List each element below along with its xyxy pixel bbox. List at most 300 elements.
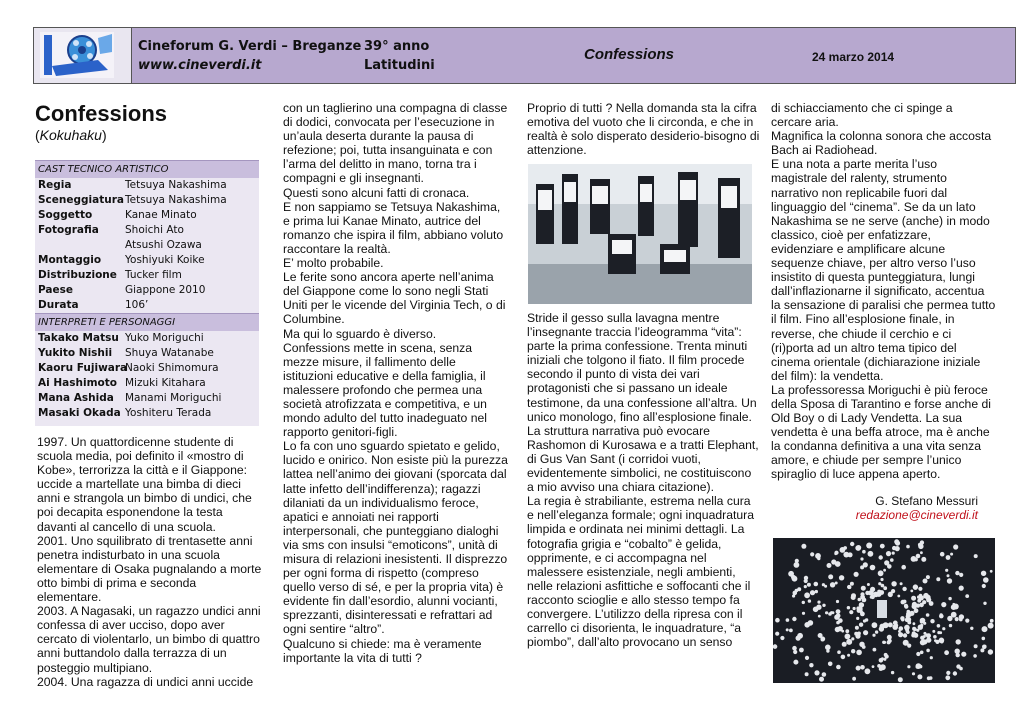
paragraph: E’ molto probabile. (283, 256, 384, 271)
crowd-figure (970, 627, 973, 630)
crowd-figure (860, 565, 864, 569)
crowd-figure (786, 628, 789, 631)
crowd-figure (862, 645, 866, 649)
crowd-figure (880, 624, 885, 629)
crowd-figure (914, 587, 917, 590)
crowd-figure (855, 545, 861, 551)
crowd-figure (873, 592, 877, 596)
crowd-figure (808, 620, 814, 626)
crowd-figure (910, 590, 913, 593)
paragraph: 1997. Un quattordicenne studente di scuola media, poi definito il «mostro di Kobe», terrorizza la città e il Giappone: uccide a martellate una bimba di dieci anni e strangola un bimbo di undici, che poi decapita esponendone la testa davanti al cancello di una scuola. (37, 435, 252, 534)
crowd-figure (825, 645, 831, 651)
tech-cast-heading: CAST TECNICO ARTISTICO (35, 160, 259, 178)
crowd-figure (990, 619, 994, 623)
crowd-figure (860, 557, 863, 560)
crowd-figure (814, 670, 819, 675)
crowd-figure (840, 547, 846, 553)
paragraph: Questi sono alcuni fatti di cronaca. (283, 185, 470, 200)
paragraph: Ma qui lo sguardo è diverso. (283, 326, 437, 341)
crowd-figure (875, 630, 878, 633)
actors-heading: INTERPRETI E PERSONAGGI (35, 313, 259, 331)
article-column-1 (37, 435, 262, 689)
crowd-figure (955, 649, 960, 654)
crowd-figure (827, 563, 832, 568)
tech-cast-row (35, 208, 259, 223)
crowd-figure (888, 592, 893, 597)
tech-cast-row (35, 223, 259, 238)
crowd-figure (814, 582, 819, 587)
crowd-figure (906, 545, 910, 549)
crowd-figure (900, 582, 903, 585)
crowd-figure (916, 665, 920, 669)
crowd-figure (825, 611, 828, 614)
crowd-figure (983, 645, 986, 648)
crowd-figure (870, 565, 876, 571)
crowd-figure (945, 569, 948, 572)
page-title: Confessions (35, 101, 168, 126)
classroom-still-photo (528, 164, 752, 304)
crowd-figure (775, 632, 779, 636)
crowd-figure (883, 569, 886, 572)
crowd-figure (817, 601, 820, 604)
crowd-figure (881, 657, 884, 660)
crowd-figure (898, 632, 903, 637)
cast-value: Tetsuya Nakashima (125, 179, 227, 191)
cast-role: Masaki Okada (38, 407, 121, 419)
crowd-figure (793, 650, 797, 654)
crowd-figure (891, 671, 894, 674)
crowd-figure (939, 631, 942, 634)
crowd-figure (805, 656, 809, 660)
crowd-figure (906, 615, 910, 619)
crowd-figure (918, 543, 922, 547)
cast-role: Sceneggiatura (38, 194, 124, 206)
crowd-figure (974, 644, 978, 648)
crowd-figure (961, 652, 966, 657)
crowd-figure (902, 587, 906, 591)
crowd-figure (786, 618, 790, 622)
paragraph: 2003. A Nagasaki, un ragazzo undici anni confessa di aver ucciso, dopo aver cercato di violentarlo, un bimbo di quattro anni buttandolo dalla terrazza di un posteggio multipiano. (37, 604, 261, 675)
cast-value: Tetsuya Nakashima (125, 194, 227, 206)
cast-role: Takako Matsu (38, 332, 119, 344)
crowd-figure (916, 652, 920, 656)
crowd-figure (920, 551, 923, 554)
crowd-figure (886, 551, 891, 556)
header-bar (33, 27, 1016, 84)
crowd-figure (923, 579, 928, 584)
crowd-figure (940, 552, 945, 557)
crowd-figure (891, 581, 896, 586)
cast-role: Distribuzione (38, 269, 117, 281)
paragraph: E non sappiamo se Tetsuya Nakashima, e prima lui Kanae Minato, autrice del romanzo che ispira il film, abbiano voluto raccontare la realtà. (283, 199, 504, 256)
crowd-figure (878, 570, 884, 576)
crowd-figure (854, 572, 859, 577)
crowd-figure (923, 632, 926, 635)
crowd-figure (988, 623, 994, 629)
crowd-figure (792, 646, 797, 651)
crowd-figure (789, 629, 793, 633)
crowd-figure (880, 544, 885, 549)
crowd-figure (868, 551, 874, 557)
crowd-figure (792, 617, 796, 621)
series-name: Latitudini (364, 58, 435, 73)
website: www.cineverdi.it (138, 58, 262, 73)
crowd-figure (851, 649, 855, 653)
crowd-figure (982, 637, 986, 641)
crowd-figure (815, 590, 818, 593)
crowd-figure (916, 554, 921, 559)
crowd-figure (917, 599, 921, 603)
crowd-figure (865, 618, 868, 621)
crowd-figure (808, 599, 811, 602)
crowd-figure (796, 636, 801, 641)
crowd-figure (911, 633, 915, 637)
cast-role: Durata (38, 299, 79, 311)
cast-value: Naoki Shimomura (125, 362, 219, 374)
cast-table (35, 160, 259, 426)
cast-value: Shoichi Ato (125, 224, 184, 236)
crowd-figure (973, 654, 977, 658)
crowd-figure (805, 672, 809, 676)
cast-role: Fotografia (38, 224, 99, 236)
cast-value: Shuya Watanabe (125, 347, 214, 359)
crowd-figure (828, 574, 833, 579)
crowd-figure (936, 577, 940, 581)
crowd-figure (839, 575, 844, 580)
crowd-figure (952, 603, 955, 606)
crowd-figure (855, 626, 859, 630)
crowd-figure (929, 601, 934, 606)
crowd-figure (882, 641, 885, 644)
cast-value: Giappone 2010 (125, 284, 206, 296)
crowd-figure (926, 613, 930, 617)
crowd-figure (926, 633, 931, 638)
cast-role: Paese (38, 284, 73, 296)
crowd-figure (850, 582, 854, 586)
crowd-figure (940, 613, 943, 616)
crowd-figure (804, 579, 808, 583)
crowd-figure (872, 622, 878, 628)
paragraph: E una nota a parte merita l’uso magistrale del ralenty, strumento narrativo non replicabile fuori dal linguaggio del “cinema”. Se da un lato Nakashima se ne serve (anche) in modo classico, cioè per enfatizzare, evidenziare e amplificare alcune sequenze chiave, per altro verso l’uso insistito di questa punteggiatura, lungi dall’inflazionarne il significato, accentua la sensazione di paralisi che permea tutto il film. Fino all’esplosione finale, in reverse, che chiude il cerchio e ci (ri)porta ad un altro tema tipico del cinema orientale (dichiarazione iniziale del film): la vendetta. (771, 157, 996, 383)
crowd-figure (942, 627, 945, 630)
crowd-figure (853, 607, 856, 610)
crowd-figure (830, 582, 835, 587)
tech-cast-row (35, 298, 259, 313)
crowd-figure (901, 565, 906, 570)
crowd-figure (804, 592, 810, 598)
crowd-figure (897, 595, 900, 598)
crowd-figure (946, 555, 951, 560)
crowd-figure (983, 577, 989, 583)
crowd-figure (858, 598, 862, 602)
article-column-3-top (527, 101, 760, 157)
crowd-figure (988, 649, 993, 654)
crowd-figure (775, 618, 780, 623)
crowd-figure (865, 668, 871, 674)
crowd-figure (822, 583, 825, 586)
crowd-figure (982, 626, 988, 632)
crowd-figure (850, 542, 854, 546)
crowd-figure (847, 654, 850, 657)
crowd-figure (887, 564, 892, 569)
crowd-figure (920, 651, 924, 655)
crowd-figure (959, 586, 964, 591)
crowd-figure (980, 648, 984, 652)
crowd-figure (983, 602, 986, 605)
crowd-figure (947, 616, 952, 621)
crowd-figure (845, 629, 849, 633)
crowd-figure (822, 604, 825, 607)
crowd-figure (860, 592, 864, 596)
crowd-figure (841, 630, 844, 633)
crowd-figure (888, 639, 892, 643)
crowd-figure (810, 590, 815, 595)
crowd-figure (918, 587, 922, 591)
crowd-figure (856, 617, 859, 620)
crowd-figure (873, 648, 877, 652)
crowd-figure (780, 636, 784, 640)
crowd-figure (836, 600, 839, 603)
crowd-figure (802, 612, 805, 615)
actor-row (35, 361, 259, 376)
crowd-figure (862, 598, 867, 603)
crowd-figure (946, 671, 950, 675)
crowd-figure (807, 583, 811, 587)
crowd-figure (835, 561, 841, 567)
crowd-figure (944, 650, 949, 655)
crowd-figure (836, 665, 841, 670)
crowd-figure (852, 677, 856, 681)
crowd-figure (903, 640, 909, 646)
crowd-figure (877, 664, 881, 668)
crowd-figure (917, 674, 922, 679)
crowd-figure (937, 624, 941, 628)
crowd-figure (836, 609, 841, 614)
crowd-figure (817, 557, 820, 560)
crowd-figure (788, 571, 794, 577)
cast-value: Yoshiteru Terada (125, 407, 212, 419)
overhead-crowd-photo (773, 538, 995, 683)
cast-value: Manami Moriguchi (125, 392, 222, 404)
paragraph: Le ferite sono ancora aperte nell’anima del Giappone come lo sono negli Stati Uniti per le vicende del Virginia Tech, o di Columbine. (283, 270, 506, 327)
paragraph: con un taglierino una compagna di classe di dodici, convocata per l’esecuzione in un’aula deserta durante la pausa di refezione; poi, tutta insanguinata e con l’arma del delitto in mano, torna tra i compagni e gli insegnanti. (283, 101, 508, 186)
paragraph: La professoressa Moriguchi è più feroce della Sposa di Tarantino e forse anche di Old Boy o di Lady Vendetta. La sua vendetta è una beffa atroce, ma è anche la condanna definitiva a una vita senza amore, e chiude per sempre l’unico spiraglio di luce appena aperto. (771, 382, 991, 482)
crowd-figure (906, 631, 909, 634)
paragraph: Confessions mette in scena, senza mezze misure, il fallimento delle istituzioni educative e della famiglia, il malessere profondo che permea una società atrofizzata e competitiva, e un mondo adulto del tutto inadeguato nel rapporto genitori-figli. (283, 340, 487, 440)
crowd-figure (872, 665, 875, 668)
crowd-figure (905, 625, 908, 628)
crowd-figure (956, 639, 961, 644)
original-title: (Kokuhaku) (35, 127, 107, 143)
crowd-figure (907, 665, 910, 668)
crowd-figure (849, 610, 853, 614)
crowd-figure (893, 626, 896, 629)
cast-value: Yoshiyuki Koike (125, 254, 205, 266)
crowd-figure (948, 597, 951, 600)
crowd-figure (981, 571, 986, 576)
actor-row (35, 346, 259, 361)
header-film-title: Confessions (584, 46, 675, 63)
paragraph: La regia è strabiliante, estrema nella cura e nell’eleganza formale; ogni inquadratura limpida e ordinata nei minimi dettagli. La fotografia grigia e “cobalto” è gelida, opprimente, e ci accompagna nel malessere esistenziale, negli ambienti, nelle relazioni asfittiche e soffocanti che il racconto scioglie e allo stesso tempo fa convergere. L’utilizzo della ripresa con il carrello ci disorienta, le inquadrature, “a piombo”, dall’alto provocano un senso (527, 494, 754, 650)
crowd-figure (799, 648, 804, 653)
crowd-figure (860, 665, 865, 670)
crowd-figure (845, 634, 851, 640)
crowd-figure (929, 676, 933, 680)
crowd-figure (893, 547, 896, 550)
crowd-figure (848, 552, 853, 557)
cast-role: Mana Ashida (38, 392, 114, 404)
crowd-figure (898, 677, 903, 682)
tech-cast-row (35, 238, 259, 253)
crowd-figure (859, 623, 863, 627)
article-column-3-bottom (527, 311, 760, 649)
tech-cast-row (35, 178, 259, 193)
crowd-figure (867, 592, 870, 595)
crowd-figure (926, 575, 930, 579)
crowd-figure (913, 627, 917, 631)
crowd-figure (860, 610, 863, 613)
crowd-figure (835, 627, 840, 632)
actor-row (35, 376, 259, 391)
crowd-figure (921, 557, 926, 562)
crowd-figure (933, 635, 937, 639)
crowd-figure (801, 544, 806, 549)
crowd-figure (990, 570, 993, 573)
crowd-figure (837, 650, 841, 654)
crowd-figure (913, 622, 916, 625)
crowd-figure (916, 629, 919, 632)
crowd-figure (901, 618, 904, 621)
crowd-figure (947, 578, 952, 583)
paragraph: Proprio di tutti ? Nella domanda sta la cifra emotiva del vuoto che li circonda, e che in realtà è solo disperato desiderio-bisogno di attenzione. (527, 101, 760, 158)
crowd-figure (846, 639, 852, 645)
paragraph: Lo fa con uno sguardo spietato e gelido, lucido e onirico. Non esiste più la purezza lattea nell’animo dei giovani (sporcata dal latte infetto dell’indifferenza); ragazzi dilaniati da un individualismo feroce, apatici e annoiati nei rapporti interpersonali, che punteggiano dialoghi via sms con insulsi “emoticons”, unità di misura di relazioni inesistenti. Il disprezzo per ogni forma di rispetto (compreso quello verso di sé, e per la propria vita) è evidente fin dall’esordio, alunni vocianti, sprezzanti, disinteressati e refrattari ad ogni sentire “altro”. (283, 439, 508, 637)
actor-row (35, 391, 259, 406)
crowd-figure (982, 584, 986, 588)
crowd-figure (828, 662, 833, 667)
crowd-figure (959, 618, 963, 622)
crowd-figure (920, 618, 926, 624)
paragraph: Stride il gesso sulla lavagna mentre l’insegnante traccia l’ideogramma “vita”: parte la prima confessione. Trenta minuti iniziali che tolgono il fiato. Il film procede secondo il punto di vista dei vari protagonisti che si passano un ideale testimone, da una confessione all’altra. Un unico monologo, fino all’esplosione finale. (527, 311, 757, 424)
crowd-figure (919, 594, 923, 598)
crowd-figure (934, 639, 937, 642)
crowd-figure (959, 667, 963, 671)
crowd-figure (793, 660, 798, 665)
cast-value: 106’ (125, 299, 149, 311)
crowd-figure (901, 600, 906, 605)
crowd-figure (955, 617, 959, 621)
crowd-figure (851, 593, 856, 598)
actor-row (35, 406, 259, 421)
tech-cast-row (35, 253, 259, 268)
crowd-figure (847, 585, 851, 589)
tech-cast-row (35, 283, 259, 298)
crowd-figure (883, 586, 887, 590)
crowd-figure (945, 675, 950, 680)
crowd-figure (965, 619, 969, 623)
cast-value: Yuko Moriguchi (125, 332, 204, 344)
crowd-figure (926, 649, 930, 653)
org-name: Cineforum G. Verdi – Breganze (138, 39, 362, 54)
cast-value: Kanae Minato (125, 209, 197, 221)
crowd-figure (883, 658, 886, 661)
crowd-figure (836, 621, 840, 625)
crowd-figure (795, 559, 799, 563)
crowd-figure (861, 586, 866, 591)
paragraph: La struttura narrativa può evocare Rashomon di Kurosawa e a tratti Elephant, di Gus Van Sant (i corridoi vuoti, evidentemente simbolici, ne costituiscono a mio avviso una chiara citazione). (527, 423, 759, 495)
crowd-figure (818, 615, 821, 618)
cineforum-logo (34, 28, 132, 83)
cast-role: Kaoru Fujiwara (38, 362, 128, 374)
tech-cast-row (35, 268, 259, 283)
cast-role: Soggetto (38, 209, 93, 221)
paragraph: 2001. Uno squilibrato di trentasette anni penetra indisturbato in una scuola elementare di Osaka pugnalando a morte otto bimbi di prima e seconda elementare. (37, 533, 262, 605)
crowd-figure (939, 638, 945, 644)
crowd-figure (862, 550, 866, 554)
crowd-figure (888, 622, 893, 627)
crowd-figure (866, 543, 872, 549)
crowd-figure (878, 582, 881, 585)
crowd-figure (919, 603, 924, 608)
paragraph: 2004. Una ragazza di undici anni uccide (37, 674, 254, 689)
crowd-figure (820, 637, 825, 642)
crowd-figure (847, 606, 850, 609)
article-column-4 (771, 101, 996, 482)
crowd-figure (842, 642, 847, 647)
crowd-figure (932, 630, 935, 633)
signature (771, 494, 978, 522)
cast-value: Tucker film (125, 269, 182, 281)
paragraph: Magnifica la colonna sonora che accosta Bach ai Radiohead. (771, 129, 992, 158)
crowd-figure (859, 602, 864, 607)
crowd-figure (830, 611, 833, 614)
crowd-figure (856, 650, 862, 656)
edition-year: 39° anno (364, 39, 430, 54)
crowd-figure (867, 583, 870, 586)
crowd-figure (926, 595, 931, 600)
screening-date: 24 marzo 2014 (812, 50, 895, 64)
crowd-figure (922, 639, 927, 644)
crowd-figure (959, 573, 963, 577)
film-reel-icon (38, 30, 116, 80)
crowd-figure (810, 552, 814, 556)
paragraph: di schiacciamento che ci spinge a cercare aria. (771, 101, 953, 130)
crowd-figure (802, 601, 805, 604)
crowd-figure (857, 632, 861, 636)
crowd-figure (955, 571, 959, 575)
crowd-figure (890, 558, 894, 562)
crowd-figure (949, 624, 952, 627)
crowd-figure (879, 590, 884, 595)
crowd-figure (880, 578, 883, 581)
author-name: G. Stefano Messuri (875, 494, 978, 508)
crowd-figure (851, 637, 854, 640)
email-link[interactable]: redazione@cineverdi.it (855, 508, 978, 522)
crowd-figure (809, 663, 813, 667)
crowd-figure (892, 552, 895, 555)
article-column-2 (283, 101, 508, 665)
crowd-figure (863, 630, 868, 635)
crowd-figure (872, 634, 875, 637)
actor-row (35, 331, 259, 346)
crowd-figure (884, 653, 888, 657)
crowd-figure (920, 636, 924, 640)
crowd-figure (841, 655, 846, 660)
crowd-figure (804, 585, 807, 588)
crowd-figure (894, 539, 899, 544)
paragraph: Qualcuno si chiede: ma è veramente importante la vita di tutti ? (283, 636, 482, 665)
crowd-figure (834, 615, 839, 620)
